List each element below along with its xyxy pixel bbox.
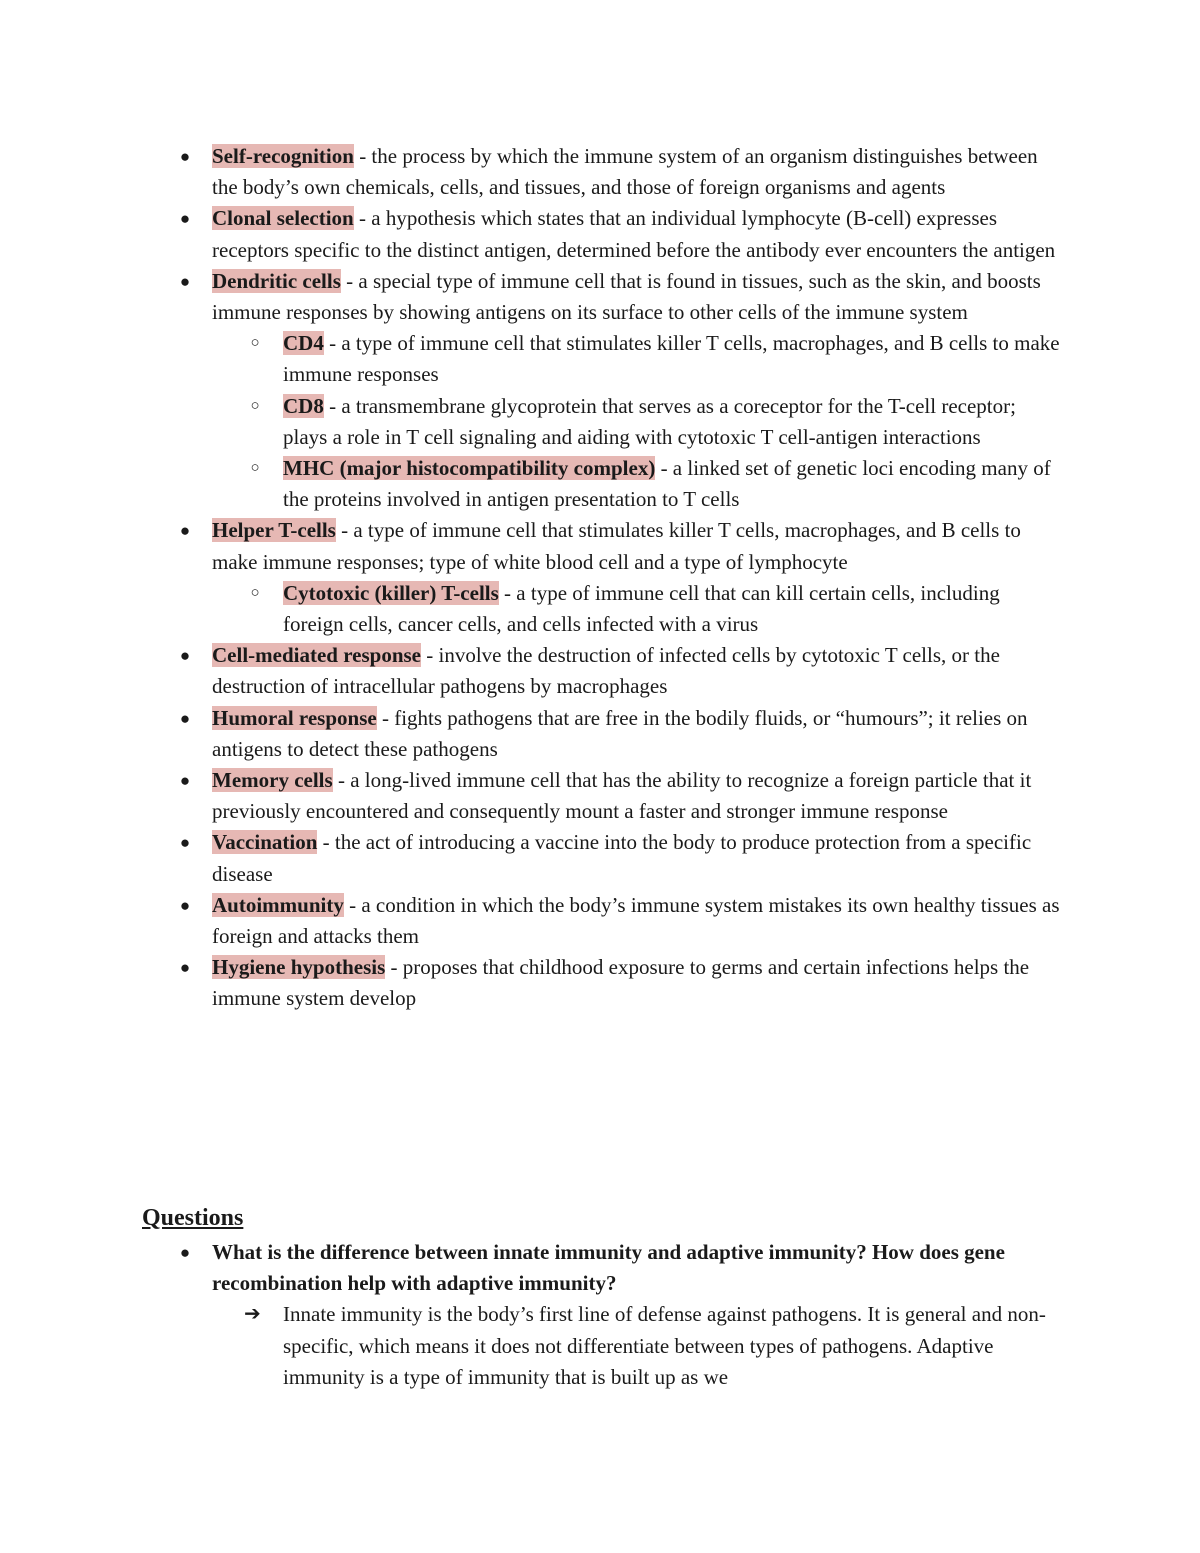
hollow-bullet-icon: ○: [250, 460, 260, 477]
glossary-definition: - a special type of immune cell that is found in tissues, such as the skin, and boosts immune responses by showing antigens on its surface to other cells of the immune system: [212, 268, 1041, 325]
question-item: [0, 1237, 1200, 1299]
glossary-definition: - the process by which the immune system of an organism distinguishes between the body’s own chemicals, cells, and tissues, and those of foreign organisms and agents: [212, 144, 1038, 200]
bullet-icon: ●: [179, 646, 191, 666]
glossary-definition: - the act of introducing a vaccine into the body to produce protection from a specific disease: [212, 830, 1032, 886]
glossary-list: [0, 141, 1200, 1015]
bullet-icon: ●: [179, 271, 191, 291]
glossary-term: Hygiene hypothesis: [212, 955, 386, 980]
glossary-term: CD8: [283, 393, 324, 418]
glossary-definition: - a type of immune cell that stimulates killer T cells, macrophages, and B cells to make immune responses: [283, 331, 1060, 387]
glossary-term: MHC (major histocompatibility complex): [283, 456, 656, 481]
glossary-term: Clonal selection: [212, 206, 354, 231]
questions-list: [0, 1237, 1200, 1393]
glossary-term: Helper T-cells: [212, 518, 336, 543]
glossary-definition: - a condition in which the body’s immune system mistakes its own healthy tissues as foreign and attacks them: [212, 892, 1060, 949]
glossary-definition: - a type of immune cell that stimulates killer T cells, macrophages, and B cells to make immune responses; type of white blood cell and a type of lymphocyte: [212, 518, 1021, 574]
hollow-bullet-icon: ○: [250, 335, 260, 352]
glossary-term: Vaccination: [212, 830, 318, 855]
bullet-icon: ●: [179, 958, 191, 978]
bullet-icon: ●: [179, 1243, 191, 1262]
glossary-item: [0, 952, 1200, 1014]
glossary-definition: - proposes that childhood exposure to germs and certain infections helps the immune system develop: [212, 955, 1030, 1011]
glossary-subitem: [0, 328, 1200, 390]
hollow-bullet-icon: ○: [250, 397, 260, 414]
glossary-definition: - a linked set of genetic loci encoding many of the proteins involved in antigen presentation to T cells: [283, 456, 1051, 512]
glossary-definition: - a hypothesis which states that an individual lymphocyte (B-cell) expresses receptors specific to the distinct antigen, determined before the antibody ever encounters the antigen: [212, 206, 1056, 262]
glossary-term: Autoimmunity: [212, 892, 344, 917]
bullet-icon: ●: [179, 521, 191, 541]
glossary-item: [0, 890, 1200, 952]
glossary-item: [0, 827, 1200, 889]
arrow-icon: ➔: [244, 1303, 261, 1326]
glossary-term: Cytotoxic (killer) T-cells: [283, 580, 499, 605]
glossary-item: [0, 703, 1200, 765]
glossary-subitem: [0, 453, 1200, 515]
glossary-term: Cell-mediated response: [212, 643, 422, 668]
questions-heading: Questions: [142, 1205, 244, 1231]
glossary-subitem: [0, 578, 1200, 640]
glossary-item: [0, 765, 1200, 827]
glossary-term: Dendritic cells: [212, 268, 341, 293]
bullet-icon: ●: [179, 771, 191, 791]
answer-text: Innate immunity is the body’s first line of defense against pathogens. It is general and non-specific, which means it does not differentiate between types of pathogens. Adaptive immunity is a type of immunity that is built up as we: [283, 1302, 1046, 1389]
glossary-item: [0, 203, 1200, 265]
glossary-item: [0, 266, 1200, 328]
glossary-item: [0, 141, 1200, 203]
glossary-item: [0, 515, 1200, 577]
glossary-definition: - involve the destruction of infected cells by cytotoxic T cells, or the destruction of intracellular pathogens by macrophages: [212, 643, 1000, 699]
bullet-icon: ●: [179, 833, 191, 853]
glossary-term: CD4: [283, 331, 324, 356]
glossary-definition: - a type of immune cell that can kill certain cells, including foreign cells, cancer cells, and cells infected with a virus: [283, 580, 1000, 637]
bullet-icon: ●: [179, 209, 191, 229]
glossary-term: Humoral response: [212, 705, 377, 730]
glossary-definition: - fights pathogens that are free in the bodily fluids, or “humours”; it relies on antigens to detect these pathogens: [212, 705, 1028, 761]
glossary-term: Self-recognition: [212, 144, 354, 168]
bullet-icon: ●: [179, 708, 191, 728]
glossary-subitem: [0, 391, 1200, 453]
bullet-icon: ●: [179, 895, 191, 915]
hollow-bullet-icon: ○: [250, 584, 260, 601]
answer-item: [0, 1299, 1200, 1393]
glossary-definition: - a transmembrane glycoprotein that serves as a coreceptor for the T-cell receptor; plays a role in T cell signaling and aiding with cytotoxic T cell-antigen interactions: [283, 393, 1016, 449]
question-text: What is the difference between innate immunity and adaptive immunity? How does gene recombination help with adaptive immunity?: [212, 1240, 1005, 1296]
bullet-icon: ●: [179, 147, 191, 166]
glossary-term: Memory cells: [212, 768, 333, 793]
glossary-definition: - a long-lived immune cell that has the ability to recognize a foreign particle that it previously encountered and consequently mount a faster and stronger immune response: [212, 768, 1032, 824]
glossary-item: [0, 640, 1200, 702]
